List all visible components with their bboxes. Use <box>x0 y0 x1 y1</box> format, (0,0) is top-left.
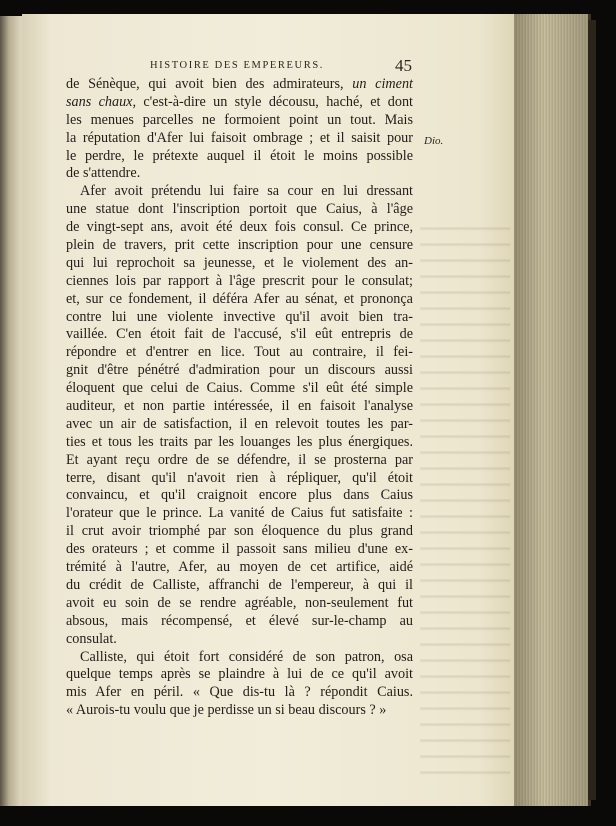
running-head: HISTOIRE DES EMPEREURS. <box>150 60 324 71</box>
text-line: répondre et d'entrer en lice. Tout au contraire, il fei- <box>66 344 413 361</box>
marginal-note: Dio. <box>424 135 444 147</box>
text-line: éloquent que celui de Caius. Comme s'il eût été simple <box>66 380 413 397</box>
text-line: qui lui reprochoit sa jeunesse, et le violement des an- <box>66 254 413 271</box>
text-line: et, sur ce fondement, il déféra Afer au sénat, et prononça <box>66 290 413 307</box>
text-line: absous, mais récompensé, et élevé sur-le-champ au <box>66 612 413 629</box>
paragraph <box>66 76 413 183</box>
text-line: vaillée. C'en étoit fait de l'accusé, s'il eût entrepris de <box>66 326 413 343</box>
text-line: ties et tous les traits par les louanges les plus énergiques. <box>66 433 413 450</box>
text-line: quelque temps après se plaindre à lui de ce qu'il avoit <box>66 666 413 683</box>
text-line: les menues parcelles ne formoient point un tout. Mais <box>66 111 413 128</box>
text-line: la réputation d'Afer lui faisoit ombrage ; et il saisit pour <box>66 129 413 146</box>
text-line: il crut avoir triomphé par son éloquence du plus grand <box>66 523 413 540</box>
text-line: des orateurs ; et comme il passoit sans milieu d'une ex- <box>66 541 413 558</box>
italic-phrase: sans chaux, <box>66 93 137 110</box>
text-line: terre, disant qu'il n'avoit rien à répliquer, qu'il étoit <box>66 469 413 486</box>
italic-phrase: un ciment <box>352 76 413 92</box>
text-line: le perdre, le prétexte auquel il étoit le moins possible <box>66 147 413 164</box>
text-line: gnit d'être pénétré d'admiration pour un discours aussi <box>66 362 413 379</box>
text-line: avec un air de satisfaction, il en relevoit toutes les par- <box>66 415 413 432</box>
text-line: convaincu, et qu'il craignoit encore plus dans Caius <box>66 487 413 504</box>
text-line: de s'attendre. <box>66 165 141 182</box>
text-line: contre lui une violente invective qu'il avoit bien tra- <box>66 308 413 325</box>
paragraph <box>66 649 413 721</box>
text-line: plein de travers, prit cette inscription pour une censure <box>66 237 413 254</box>
text-line: auditeur, et non partie intéressée, il en faisoit l'analyse <box>66 398 413 415</box>
text-line: Calliste, qui étoit fort considéré de son patron, osa <box>80 648 413 665</box>
text-line: mis Afer en péril. « Que dis-tu là ? répondit Caius. <box>66 684 413 701</box>
show-through-ink <box>420 215 510 775</box>
text-line: l'orateur que le prince. La vanité de Caius fut satisfaite : <box>66 505 413 522</box>
text-line: Et ayant reçu ordre de se défendre, il se prosterna par <box>66 451 413 468</box>
text-line: « Aurois-tu voulu que je perdisse un si beau discours ? » <box>66 702 387 719</box>
text-line: consulat. <box>66 630 117 647</box>
fore-edge-shade <box>514 14 588 806</box>
page-number: 45 <box>395 56 412 75</box>
cover-edge <box>588 20 596 800</box>
text-line: trémité à l'autre, Afer, au moyen de cet artifice, aidé <box>66 559 413 576</box>
text-line: de Sénèque, qui avoit bien des admirateurs, un ciment <box>66 76 413 92</box>
text-line: de vingt-sept ans, avoit été deux fois consul. Ce prince, <box>66 219 413 236</box>
body-text <box>66 76 413 720</box>
text-line: avoit eu soin de se rendre agréable, non-seulement fut <box>66 594 413 611</box>
text-line: Afer avoit prétendu lui faire sa cour en lui dressant <box>80 183 413 200</box>
text-line: du crédit de Calliste, affranchi de l'empereur, à qui il <box>66 576 413 593</box>
text-line: sans chaux, c'est-à-dire un style décousu, haché, et dont <box>66 93 414 110</box>
text-line: ciennes lois par rapport à l'âge prescrit pour le consulat; <box>66 272 413 289</box>
paragraph <box>66 183 413 648</box>
text-line: une statue dont l'inscription portoit que Caius, à l'âge <box>66 201 413 218</box>
